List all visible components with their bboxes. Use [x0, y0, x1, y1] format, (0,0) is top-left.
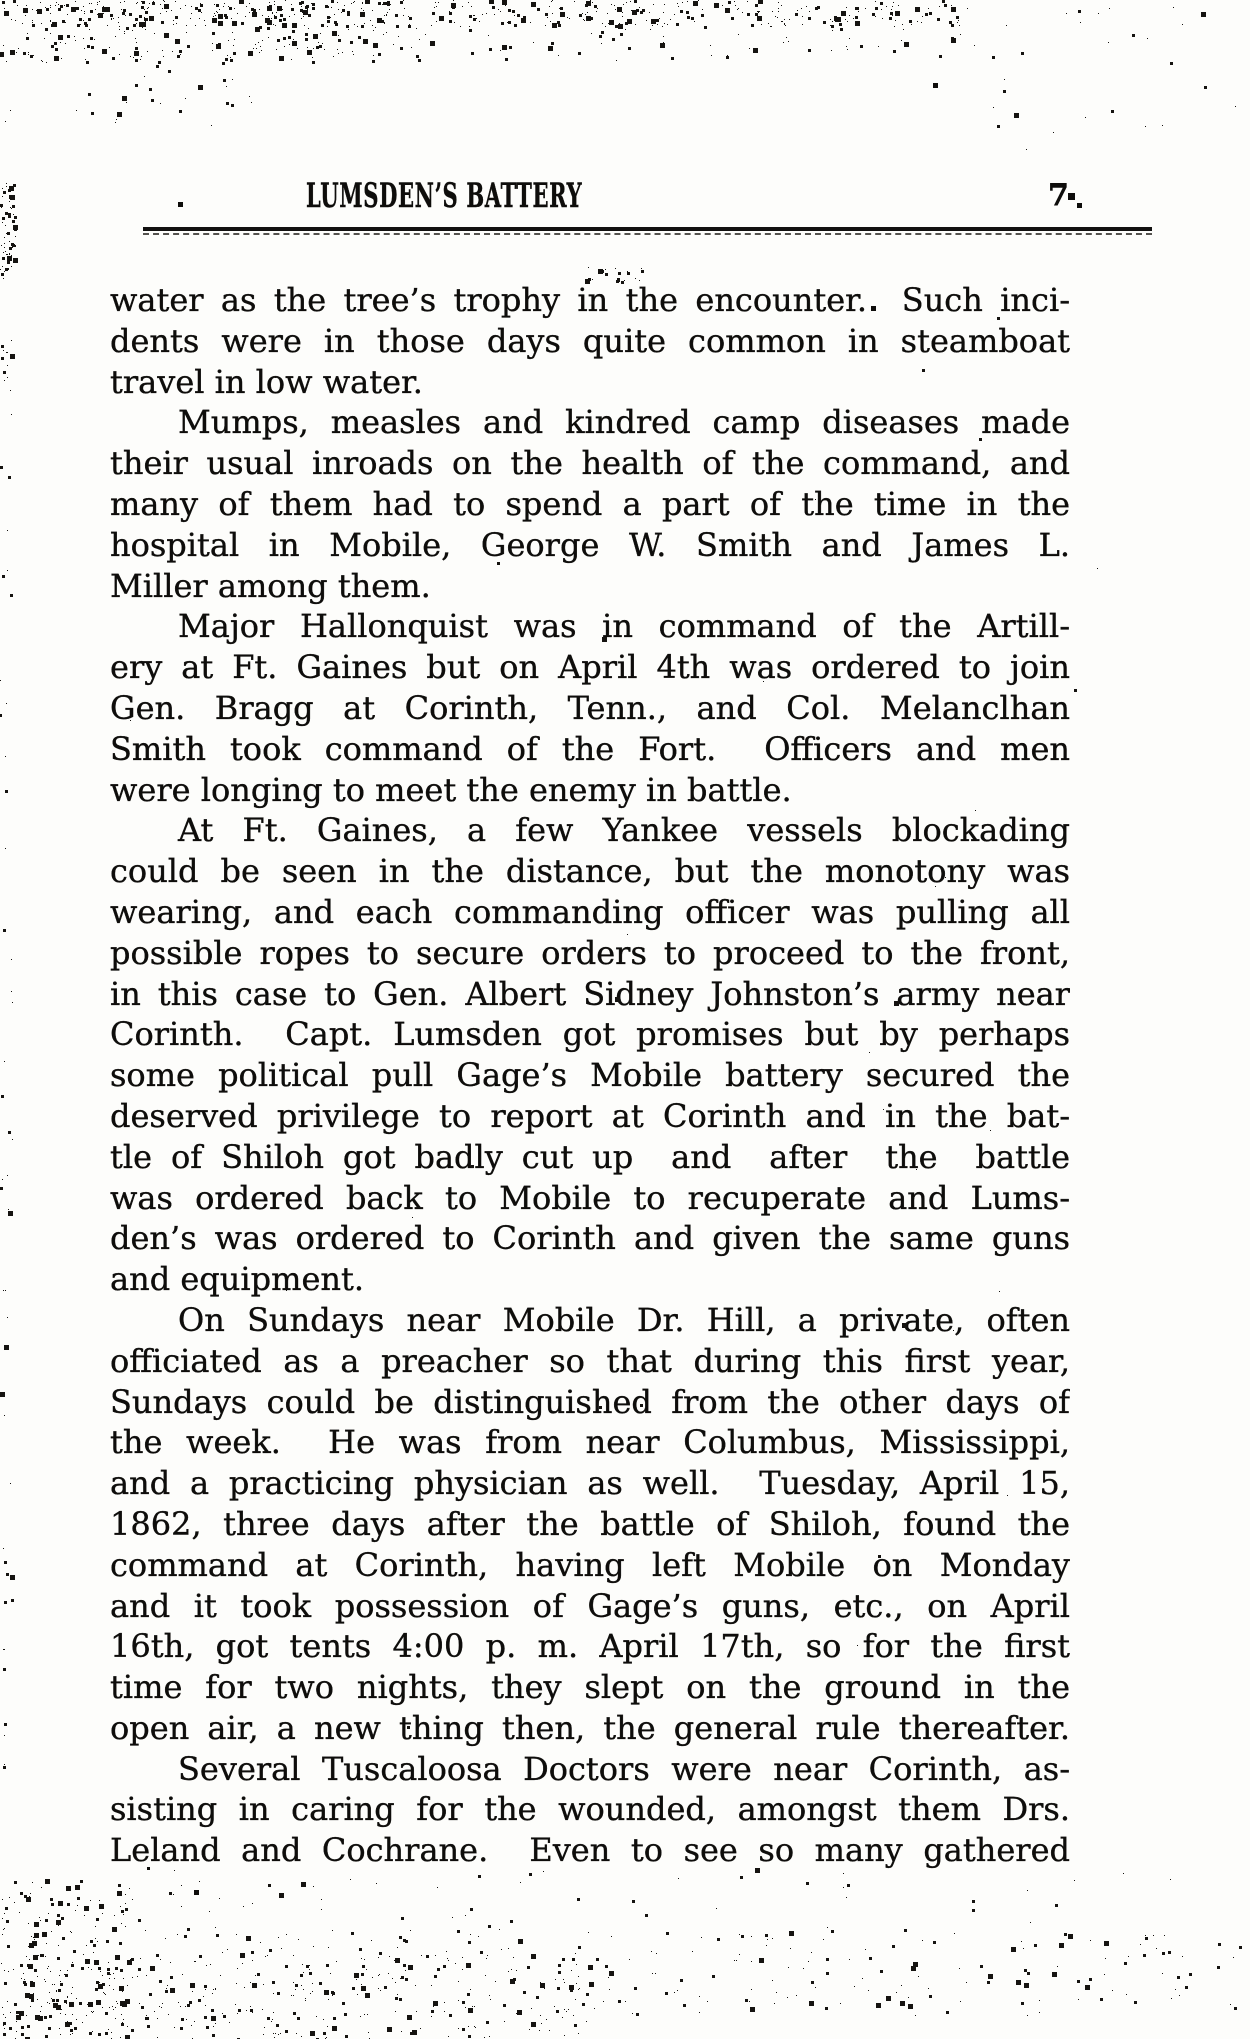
text-line: water as the tree’s trophy in the encounter. Such inci- [110, 281, 1070, 319]
text-line: could be seen in the distance, but the monotony was [110, 852, 1070, 891]
text-line: sisting in caring for the wounded, amongst them Drs. [110, 1790, 1070, 1829]
text-line: the week. He was from near Columbus, Mississippi, [110, 1423, 1070, 1462]
text-line: was ordered back to Mobile to recuperate and Lums- [110, 1178, 1070, 1217]
text-line: wearing, and each commanding officer was pulling all [110, 892, 1070, 931]
text-line: 1862, three days after the battle of Shiloh, found the [110, 1504, 1070, 1543]
text-line: Several Tuscaloosa Doctors were near Corinth, as- [178, 1749, 1070, 1788]
text-line: in this case to Gen. Albert Sidney Johnston’s army near [110, 974, 1070, 1013]
text-line: On Sundays near Mobile Dr. Hill, a private, often [178, 1300, 1070, 1339]
text-line: officiated as a preacher so that during this first year, [110, 1341, 1070, 1380]
text-line: command at Corinth, having left Mobile on Monday [110, 1545, 1070, 1584]
text-line: Sundays could be distinguished from the other days of [110, 1382, 1070, 1421]
text-line: ery at Ft. Gaines but on April 4th was ordered to join [110, 648, 1070, 687]
text-line: Gen. Bragg at Corinth, Tenn., and Col. Melanclhan [110, 688, 1070, 727]
text-line: 16th, got tents 4:00 p. m. April 17th, so for the first [110, 1627, 1070, 1666]
text-line: dents were in those days quite common in steamboat [110, 321, 1070, 360]
text-line: Major Hallonquist was in command of the Artill- [178, 607, 1070, 646]
text-line: and a practicing physician as well. Tuesday, April 15, [110, 1464, 1070, 1503]
text-line: At Ft. Gaines, a few Yankee vessels blockading [178, 811, 1070, 850]
text-line: Smith took command of the Fort. Officers and men [110, 729, 1070, 768]
text-line: open air, a new thing then, the general rule thereafter. [110, 1708, 1070, 1747]
text-line: Miller among them. [110, 566, 431, 605]
header-rule [143, 227, 1152, 231]
text-line: possible ropes to secure orders to proceed to the front, [110, 933, 1070, 972]
text-line: some political pull Gage’s Mobile battery secured the [110, 1056, 1070, 1095]
page-title: LUMSDEN’S BATTERY [306, 176, 583, 216]
text-line: Mumps, measles and kindred camp diseases made [178, 403, 1070, 442]
body-text [110, 280, 1070, 1871]
text-line: were longing to meet the enemy in battle. [110, 770, 792, 809]
header-rule-texture [143, 233, 1152, 235]
text-line: travel in low water. [110, 362, 423, 401]
text-line: and it took possession of Gage’s guns, etc., on April [110, 1586, 1070, 1625]
text-line: many of them had to spend a part of the time in the [110, 484, 1070, 523]
page-number: 7 [1048, 178, 1069, 213]
text-line: Leland and Cochrane. Even to see so many gathered [110, 1831, 1070, 1870]
text-line: den’s was ordered to Corinth and given the same guns [110, 1219, 1070, 1258]
text-line: Corinth. Capt. Lumsden got promises but by perhaps [110, 1015, 1070, 1054]
text-line: deserved privilege to report at Corinth and in the bat- [110, 1096, 1070, 1135]
text-line: and equipment. [110, 1260, 365, 1299]
text-line: hospital in Mobile, George W. Smith and James L. [110, 525, 1070, 564]
scan-noise-layer [0, 0, 1, 1]
text-line: their usual inroads on the health of the command, and [110, 444, 1070, 483]
text-line: tle of Shiloh got badly cut up and after the battle [110, 1137, 1070, 1176]
text-line: time for two nights, they slept on the ground in the [110, 1668, 1070, 1707]
